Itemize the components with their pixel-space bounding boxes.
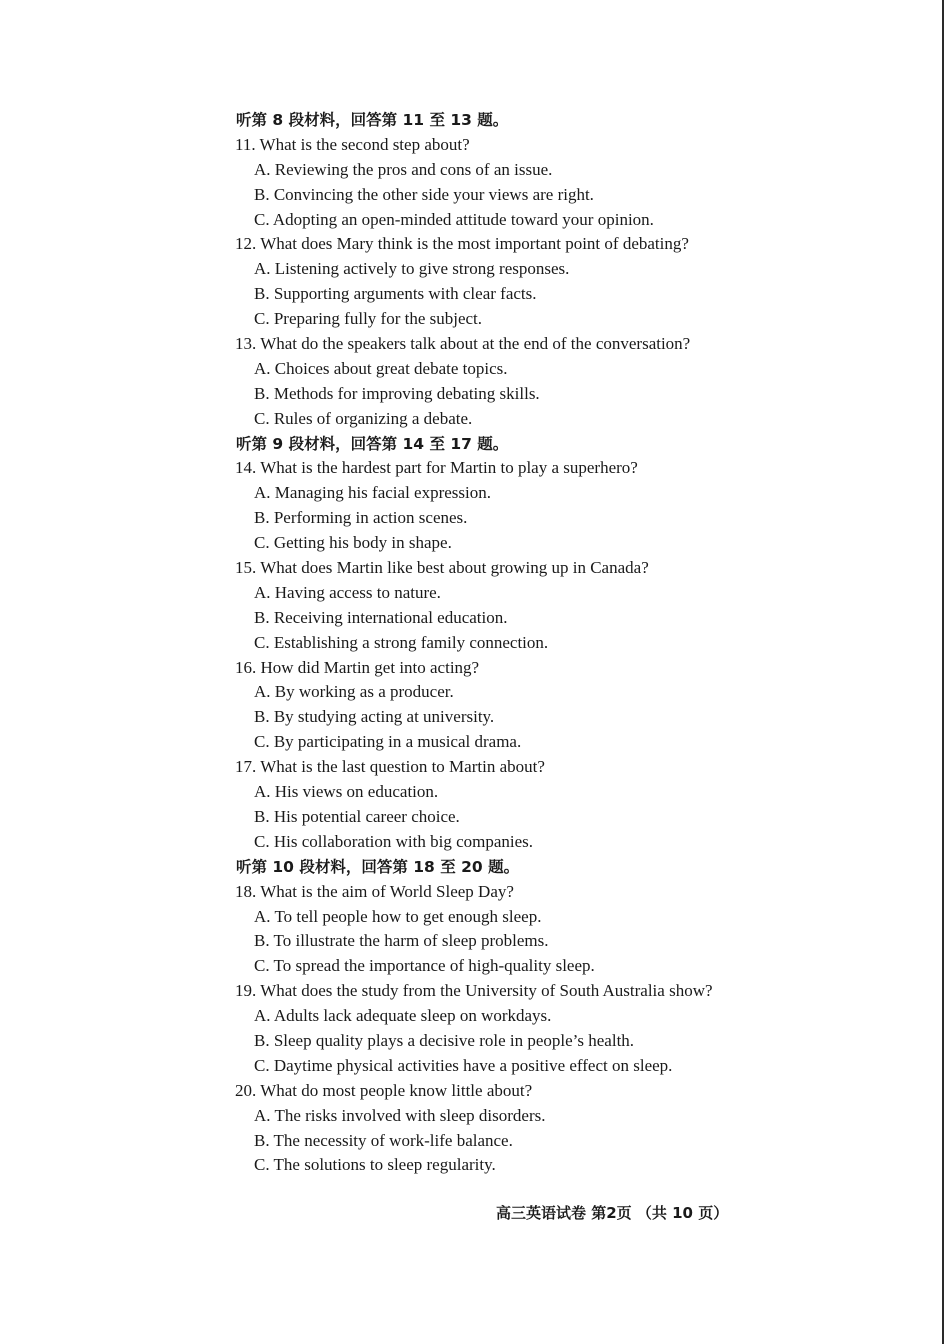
question-17-option-b: B. His potential career choice.: [254, 806, 460, 826]
section-heading-8: 听第 8 段材料，回答第 11 至 13 题。: [236, 111, 509, 129]
question-18-option-c: C. To spread the importance of high-quality sleep.: [254, 956, 595, 976]
question-18-option-a: A. To tell people how to get enough sleep.: [254, 906, 542, 926]
question-11-option-b: B. Convincing the other side your views are right.: [254, 184, 594, 204]
question-20-option-a: A. The risks involved with sleep disorders.: [254, 1105, 546, 1125]
question-14-option-a: A. Managing his facial expression.: [254, 483, 491, 503]
question-17-option-a: A. His views on education.: [254, 782, 439, 802]
question-17: 17. What is the last question to Martin about?: [235, 757, 545, 777]
question-14-option-c: C. Getting his body in shape.: [254, 533, 452, 553]
question-20: 20. What do most people know little about?: [235, 1080, 533, 1100]
question-19-option-b: B. Sleep quality plays a decisive role in people’s health.: [254, 1030, 635, 1050]
question-16: 16. How did Martin get into acting?: [235, 657, 480, 677]
question-18-option-b: B. To illustrate the harm of sleep problems.: [254, 931, 549, 951]
question-15-option-a: A. Having access to nature.: [254, 582, 441, 602]
question-15: 15. What does Martin like best about growing up in Canada?: [235, 558, 649, 578]
question-17-option-c: C. His collaboration with big companies.: [254, 831, 534, 851]
section-heading-9: 听第 9 段材料，回答第 14 至 17 题。: [236, 434, 509, 453]
question-14-option-b: B. Performing in action scenes.: [254, 508, 468, 528]
question-19: 19. What does the study from the University of South Australia show?: [235, 981, 713, 1001]
question-12-option-a: A. Listening actively to give strong responses.: [254, 259, 570, 279]
question-16-option-c: C. By participating in a musical drama.: [254, 732, 522, 752]
question-11-option-a: A. Reviewing the pros and cons of an issue.: [254, 159, 553, 179]
question-20-option-b: B. The necessity of work-life balance.: [254, 1130, 513, 1150]
question-11: 11. What is the second step about?: [235, 134, 470, 154]
page-footer: 高三英语试卷 第2页 （共 10 页）: [496, 1204, 729, 1222]
question-20-option-c: C. The solutions to sleep regularity.: [254, 1155, 496, 1175]
question-12-option-b: B. Supporting arguments with clear facts.: [254, 284, 537, 304]
listening-questions: [228, 108, 788, 1178]
question-13-option-c: C. Rules of organizing a debate.: [254, 408, 473, 428]
section-heading-10: 听第 10 段材料，回答第 18 至 20 题。: [236, 857, 520, 876]
question-13: 13. What do the speakers talk about at the end of the conversation?: [235, 334, 691, 354]
question-16-option-b: B. By studying acting at university.: [254, 707, 495, 727]
question-13-option-a: A. Choices about great debate topics.: [254, 358, 508, 378]
question-19-option-a: A. Adults lack adequate sleep on workdays.: [254, 1006, 552, 1026]
question-16-option-a: A. By working as a producer.: [254, 682, 454, 702]
question-14: 14. What is the hardest part for Martin to play a superhero?: [235, 458, 638, 478]
question-12: 12. What does Mary think is the most important point of debating?: [235, 234, 689, 254]
question-11-option-c: C. Adopting an open-minded attitude toward your opinion.: [254, 209, 654, 229]
question-12-option-c: C. Preparing fully for the subject.: [254, 309, 483, 329]
question-19-option-c: C. Daytime physical activities have a positive effect on sleep.: [254, 1055, 673, 1075]
question-13-option-b: B. Methods for improving debating skills.: [254, 383, 540, 403]
question-15-option-b: B. Receiving international education.: [254, 607, 508, 627]
question-15-option-c: C. Establishing a strong family connection.: [254, 632, 549, 652]
page-edge-divider: [942, 0, 944, 1344]
question-18: 18. What is the aim of World Sleep Day?: [235, 881, 514, 901]
